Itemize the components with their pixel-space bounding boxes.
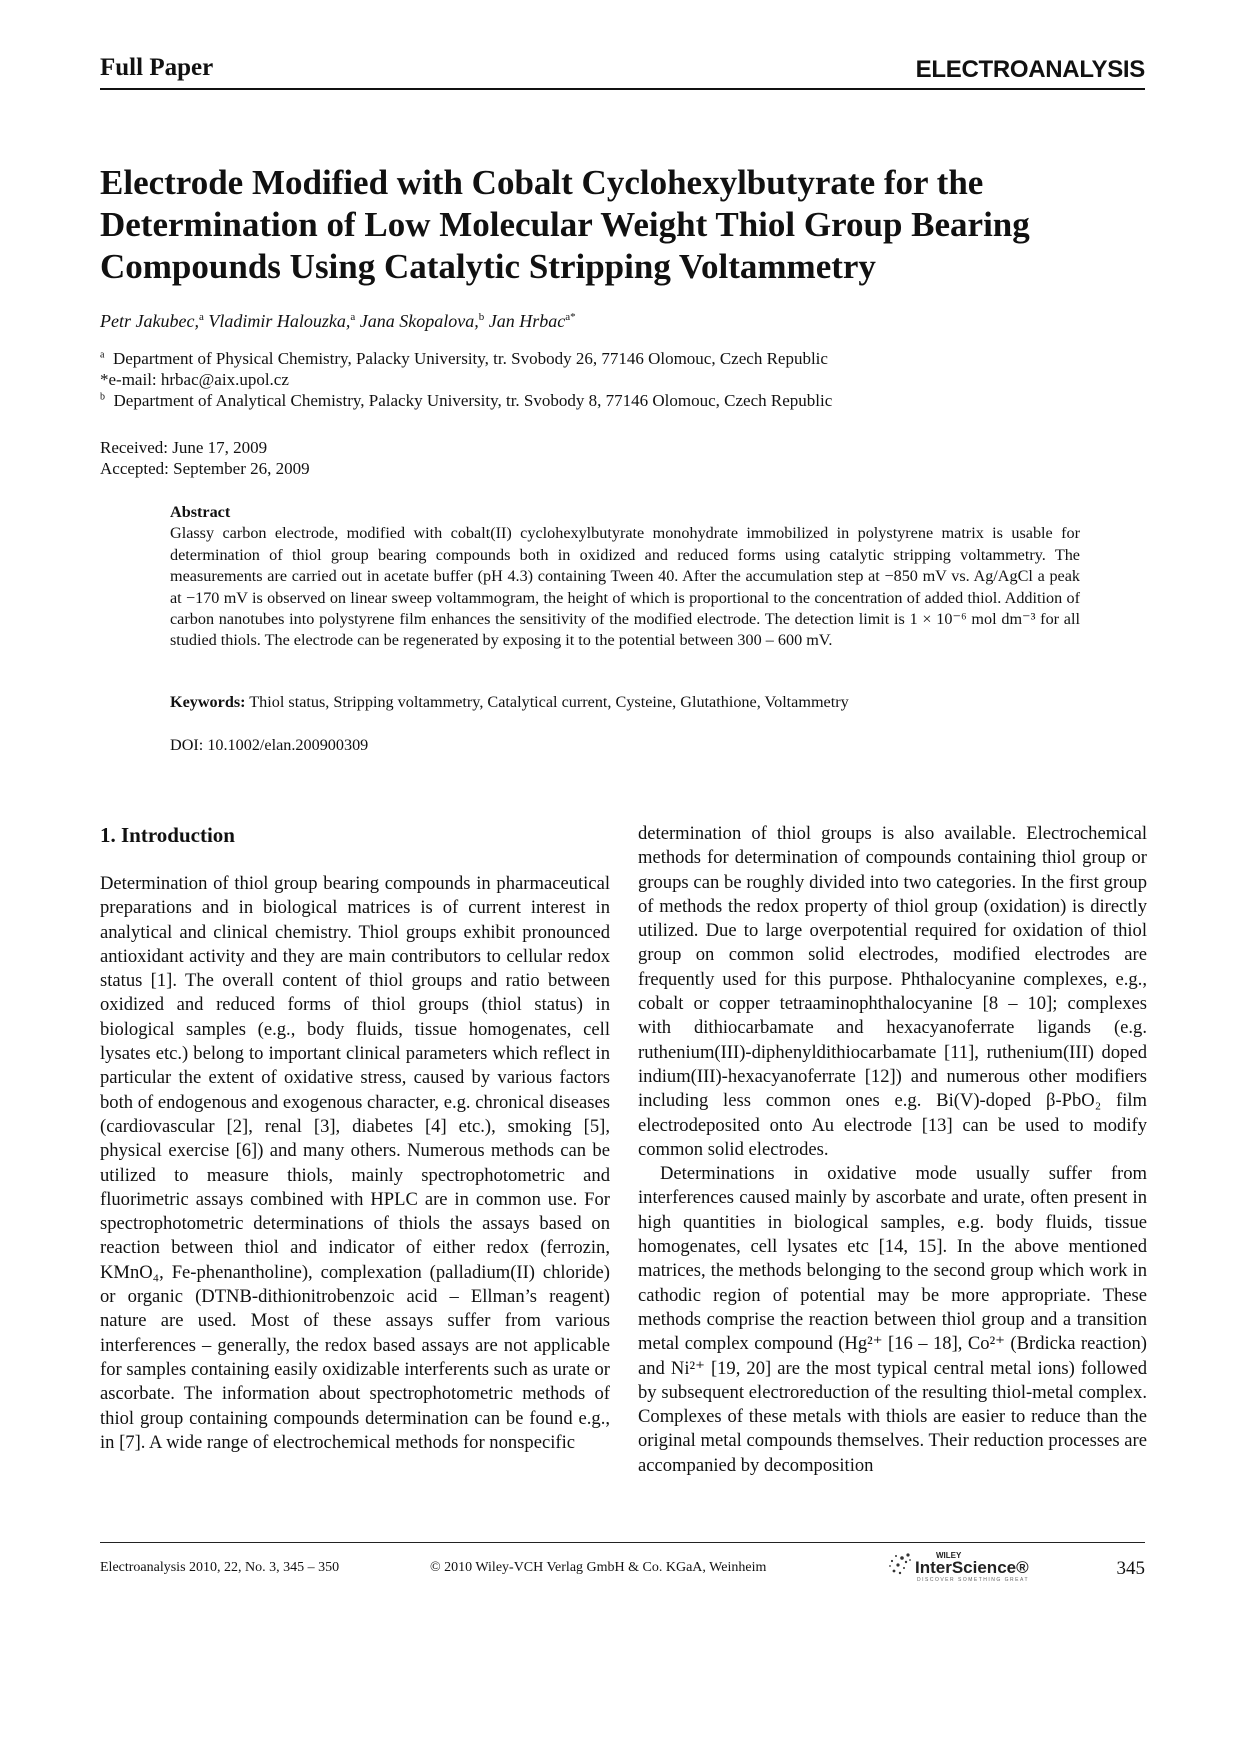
paragraph: Determinations in oxidative mode usually suffer from interferences caused mainly by ascorbate and urate, often present in high quantities in biological samples, e.g. body fluids, tissue homogenates, cell lysates etc [14, 15]. In the above mentioned matrices, the methods belonging to the second group which work in cathodic region of potential may be more appropriate. These methods comprise the reaction between thiol group and a transition metal complex compound (Hg²⁺ [16 – 18], Co²⁺ (Brdicka reaction) and Ni²⁺ [19, 20] are the most typical central metal ions) followed by subsequent electroreduction of the resulting thiol-metal complex. Complexes of these metals with thiols are easier to reduce than the original metal compounds themselves. Their reduction processes are accompanied by decomposition xyxy=(638,1163,1147,1476)
affiliation-a-mark: a xyxy=(100,349,105,361)
author-name: Jana Skopalova, xyxy=(359,311,479,331)
logo-interscience-text: InterScience® xyxy=(915,1558,1029,1577)
affiliation-a xyxy=(100,349,828,369)
footer-citation: Electroanalysis 2010, 22, No. 3, 345 – 350 xyxy=(100,1560,340,1575)
abstract-body: Glassy carbon electrode, modified with cobalt(II) cyclohexylbutyrate monohydrate immobilized in polystyrene matrix is usable for determination of thiol group bearing compounds both in oxidized and reduced forms using catalytic stripping voltammetry. The measurements are carried out in acetate buffer (pH 4.3) containing Tween 40. After the accumulation step at −850 mV vs. Ag/AgCl a peak at −170 mV is observed on linear sweep voltammogram, the height of which is proportional to the concentration of added thiol. Addition of carbon nanotubes into polystyrene film enhances the sensitivity of the modified electrode. The detection limit is 1 × 10⁻⁶ mol dm⁻³ for all studied thiols. The electrode can be regenerated by exposing it to the potential between 300 – 600 mV. xyxy=(170,524,1080,650)
article-title xyxy=(100,162,1150,288)
article-dates xyxy=(100,437,310,479)
affiliation-mark: b xyxy=(478,311,485,323)
affiliation-b xyxy=(100,391,832,411)
author-list xyxy=(100,311,576,332)
footer-rule xyxy=(100,1542,1145,1543)
title-line: Compounds Using Catalytic Stripping Voltammetry xyxy=(100,247,876,286)
affiliation-a-text: Department of Physical Chemistry, Palacky University, tr. Svobody 26, 77146 Olomouc, Czech Republic xyxy=(112,349,828,368)
running-header-left: Full Paper xyxy=(100,54,214,81)
section-heading: 1. Introduction xyxy=(100,823,235,847)
paragraph: Determination of thiol group bearing compounds in pharmaceutical preparations and in biological matrices is of current interest in analytical and clinical chemistry. Thiol groups exhibit pronounced antioxidant activity and they are main contributors to cellular redox status [1]. The overall content of thiol groups and ratio between oxidized and reduced forms of thiol groups (thiol status) in biological samples (e.g., body fluids, tissue homogenates, cell lysates etc.) belong to important clinical parameters which reflect in particular the extent of oxidative stress, caused by various factors both of endogenous and exogenous character, e.g. chronical diseases (cardiovascular [2], renal [3], diabetes [4] etc.), smoking [5], physical exercise [6]) and many others. Numerous methods can be utilized to measure thiols, mainly spectrophotometric and fluorimetric assays combined with HPLC are in common use. For spectrophotometric determinations of thiols the assays based on reaction between thiol and indicator of either redox (ferrozin, KMnO₄, Fe-phenantholine), complexation (palladium(II) chloride) or organic (DTNB-dithionitrobenzoic acid – Ellman’s reagent) nature are used. Most of these assays suffer from various interferences – generally, the redox based assays are not applicable for samples containing easily oxidizable interferents such as urate or ascorbate. The information about spectrophotometric methods of thiol group containing compounds determination can be found e.g., in [7]. A wide range of electrochemical methods for nonspecific xyxy=(100,873,610,1453)
abstract-heading: Abstract xyxy=(170,503,231,521)
title-line: Determination of Low Molecular Weight Thiol Group Bearing xyxy=(100,205,1030,244)
footer-copyright: © 2010 Wiley-VCH Verlag GmbH & Co. KGaA, Weinheim xyxy=(430,1560,767,1575)
affiliation-mark: a* xyxy=(565,311,576,323)
page-number: 345 xyxy=(1116,1558,1145,1579)
left-column xyxy=(100,872,610,1455)
abstract xyxy=(170,502,1080,652)
right-column xyxy=(638,822,1147,1478)
accepted-date: Accepted: September 26, 2009 xyxy=(100,459,310,478)
affiliation-mark: a xyxy=(198,311,204,323)
paragraph: determination of thiol groups is also available. Electrochemical methods for determination of compounds containing thiol group or groups can be roughly divided into two categories. In the first group of methods the redox property of thiol group (oxidation) is directly utilized. Due to large overpotential required for oxidation of thiol group on common solid electrodes, modified electrodes are frequently used for this purpose. Phthalocyanine complexes, e.g., cobalt or copper tetraaminophthalocyanine [8 – 10]; complexes with dithiocarbamate and hexacyanoferrate ligands (e.g. ruthenium(III)-diphenyldithiocarbamate [11], ruthenium(III) doped indium(III)-hexacyanoferrate [12]) and numerous other modifiers including less common ones e.g. Bi(V)-doped β-PbO₂ film electrodeposited onto Au electrode [13] can be used to modify common solid electrodes. xyxy=(638,823,1147,1160)
logo-wiley-text: WILEY xyxy=(936,1551,962,1560)
title-line: Electrode Modified with Cobalt Cyclohexylbutyrate for the xyxy=(100,163,984,202)
header-rule xyxy=(100,88,1145,90)
keywords-text: Thiol status, Stripping voltammetry, Catalytical current, Cysteine, Glutathione, Voltammetry xyxy=(245,693,849,711)
author-name: Vladimir Halouzka, xyxy=(208,311,351,331)
author-name: Petr Jakubec, xyxy=(100,311,199,331)
received-date: Received: June 17, 2009 xyxy=(100,438,268,457)
doi: DOI: 10.1002/elan.200900309 xyxy=(170,736,369,754)
affiliation-b-mark: b xyxy=(100,391,105,403)
affiliation-mark: a xyxy=(350,311,356,323)
author-name: Jan Hrbac xyxy=(488,311,566,331)
journal-name-header: ELECTROANALYSIS xyxy=(915,56,1145,83)
logo-tagline-text: DISCOVER SOMETHING GREAT xyxy=(917,1577,1030,1583)
corresponding-email: *e-mail: hrbac@aix.upol.cz xyxy=(100,370,289,389)
interscience-logo-icon xyxy=(886,1549,1046,1583)
keywords-label: Keywords: xyxy=(170,693,246,711)
keywords xyxy=(170,693,1080,712)
affiliation-b-text: Department of Analytical Chemistry, Palacky University, tr. Svobody 8, 77146 Olomouc, Czech Republic xyxy=(113,391,833,410)
